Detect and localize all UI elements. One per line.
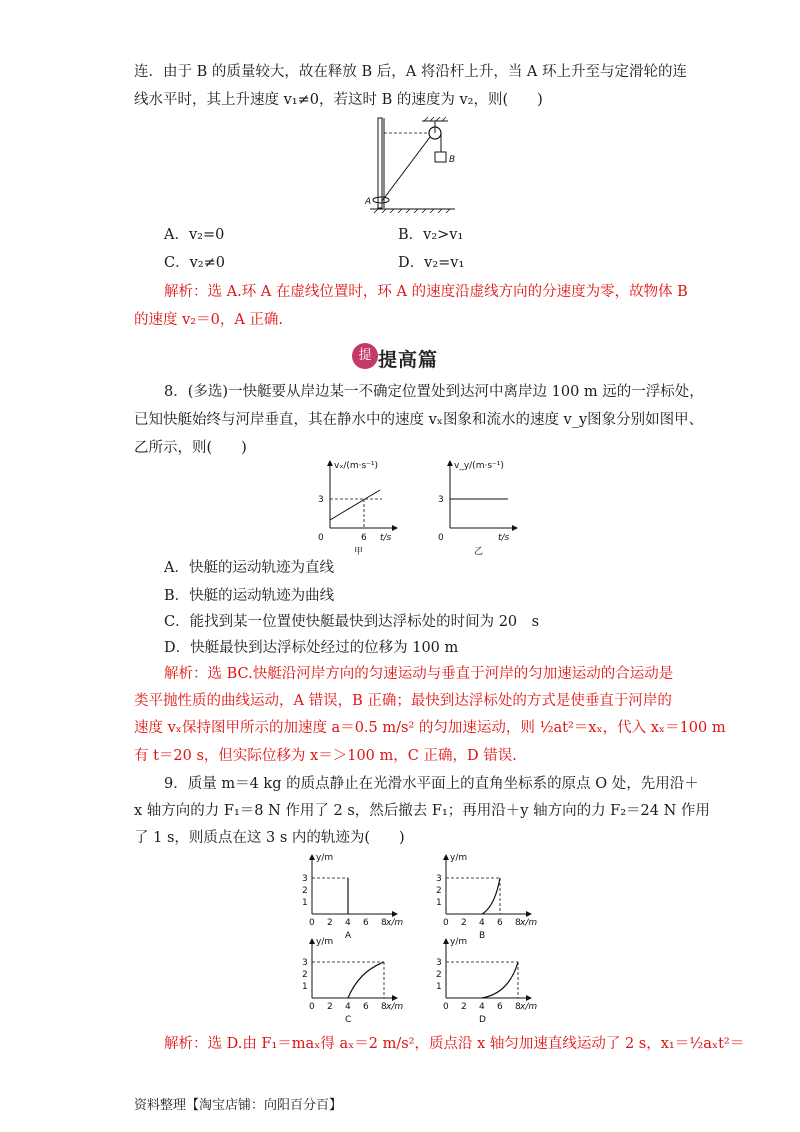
q8-graph-yi bbox=[432, 458, 542, 557]
y-tick-label: 1 bbox=[436, 898, 442, 908]
q7-label-a: A bbox=[365, 197, 372, 207]
q8-yi-ylabel: v_y/(m·s⁻¹) bbox=[454, 461, 504, 471]
q8-yi-tick-y: 3 bbox=[438, 495, 444, 505]
q8-stem-line3: 乙所示，则( ) bbox=[134, 440, 247, 456]
q8-analysis-line2: 类平抛性质的曲线运动，A 错误，B 正确；最快到达浮标处的方式是使垂直于河岸的 bbox=[134, 693, 672, 709]
x-tick-label: 6 bbox=[497, 1002, 503, 1012]
y-axis-arrow bbox=[309, 854, 315, 860]
x-tick-label: 8 bbox=[381, 1002, 387, 1012]
x-tick-label: 4 bbox=[345, 918, 351, 928]
graph-caption: D bbox=[479, 1015, 486, 1025]
q7-analysis-line1: 解析：选 A.环 A 在虚线位置时，环 A 的速度沿虚线方向的分速度为零，故物体 B bbox=[164, 284, 688, 300]
q9-graph-c bbox=[292, 936, 412, 1025]
q8-jia-caption: 甲 bbox=[354, 547, 364, 557]
y-tick-label: 2 bbox=[436, 886, 442, 896]
y-tick-label: 3 bbox=[302, 874, 308, 884]
q9-graph-d bbox=[426, 936, 546, 1025]
y-tick-label: 1 bbox=[302, 898, 308, 908]
q7-option-a: A．v₂=0 bbox=[164, 227, 225, 243]
y-axis-arrow bbox=[443, 938, 449, 944]
footer-source: 资料整理【淘宝店铺：向阳百分百】 bbox=[134, 1098, 343, 1113]
q9-analysis-line1: 解析：选 D.由 F₁＝maₓ得 aₓ＝2 m/s²，质点沿 x 轴匀加速直线运动了 2 s，x₁＝½aₓt²＝ bbox=[164, 1036, 745, 1052]
q7-option-b: B．v₂>v₁ bbox=[398, 227, 464, 243]
y-tick-label: 3 bbox=[302, 958, 308, 968]
banner-badge-icon: 提 bbox=[352, 343, 378, 369]
q7-label-b: B bbox=[449, 155, 456, 165]
q8-yi-caption: 乙 bbox=[474, 547, 484, 557]
trajectory-curve bbox=[482, 878, 500, 914]
q7-pulley-figure bbox=[360, 116, 460, 216]
graph-caption: B bbox=[479, 931, 486, 941]
x-tick-label: 2 bbox=[461, 1002, 467, 1012]
q7-analysis-line2: 的速度 v₂＝0，A 正确. bbox=[134, 312, 284, 328]
q9-stem-line2: x 轴方向的力 F₁＝8 N 作用了 2 s，然后撤去 F₁；再用沿＋y 轴方向的力 F₂＝24 N 作用 bbox=[134, 803, 710, 819]
q8-stem-line1: 8．(多选)一快艇要从岸边某一不确定位置处到达河中离岸边 100 m 远的一浮标处， bbox=[164, 384, 704, 400]
q8-jia-origin: 0 bbox=[318, 533, 324, 543]
x-axis-label: x/m bbox=[386, 1002, 404, 1012]
x-tick-label: 2 bbox=[327, 918, 333, 928]
q8-stem-line2: 已知快艇始终与河岸垂直，其在静水中的速度 vₓ图象和流水的速度 v_y图象分别如图甲、 bbox=[134, 412, 704, 428]
y-tick-label: 3 bbox=[436, 874, 442, 884]
x-tick-label: 4 bbox=[345, 1002, 351, 1012]
y-axis-arrow bbox=[309, 938, 315, 944]
x-tick-label: 2 bbox=[327, 1002, 333, 1012]
q8-yi-xlabel: t/s bbox=[498, 533, 510, 543]
trajectory-curve bbox=[348, 962, 384, 998]
x-axis-arrow bbox=[526, 911, 532, 917]
q8-jia-ylabel: vₓ/(m·s⁻¹) bbox=[334, 461, 379, 471]
q7-option-c: C．v₂≠0 bbox=[164, 255, 225, 271]
x-tick-label: 0 bbox=[309, 918, 315, 928]
y-tick-label: 1 bbox=[302, 982, 308, 992]
y-axis-label: y/m bbox=[450, 937, 468, 947]
x-tick-label: 0 bbox=[309, 1002, 315, 1012]
q8-analysis-line4: 有 t＝20 s，但实际位移为 x＝＞100 m，C 正确，D 错误. bbox=[134, 748, 517, 764]
x-tick-label: 0 bbox=[443, 918, 449, 928]
x-axis-label: x/m bbox=[520, 1002, 538, 1012]
y-axis-label: y/m bbox=[316, 853, 334, 863]
q7-stem-line1: 连．由于 B 的质量较大，故在释放 B 后，A 将沿杆上升，当 A 环上升至与定滑轮的连 bbox=[134, 64, 688, 80]
x-tick-label: 8 bbox=[515, 1002, 521, 1012]
y-tick-label: 3 bbox=[436, 958, 442, 968]
advanced-section-banner bbox=[352, 342, 448, 370]
x-tick-label: 2 bbox=[461, 918, 467, 928]
y-axis-label: y/m bbox=[316, 937, 334, 947]
y-axis-arrow bbox=[443, 854, 449, 860]
q9-stem-line1: 9．质量 m＝4 kg 的质点静止在光滑水平面上的直角坐标系的原点 O 处，先用沿＋ bbox=[164, 776, 699, 792]
q9-stem-line3: 了 1 s，则质点在这 3 s 内的轨迹为( ) bbox=[134, 830, 405, 846]
q8-jia-xlabel: t/s bbox=[380, 533, 392, 543]
y-axis-label: y/m bbox=[450, 853, 468, 863]
graph-caption: C bbox=[345, 1015, 352, 1025]
graph-caption: A bbox=[345, 931, 352, 941]
q8-analysis-line3: 速度 vₓ保持图甲所示的加速度 a＝0.5 m/s² 的匀加速运动，则 ½at²＝xₓ，代入 xₓ＝100 m bbox=[134, 720, 726, 736]
q8-graph-jia bbox=[312, 458, 422, 557]
q8-option-b: B．快艇的运动轨迹为曲线 bbox=[164, 588, 335, 604]
x-axis-arrow bbox=[392, 911, 398, 917]
q8-option-d: D．快艇最快到达浮标处经过的位移为 100 m bbox=[164, 640, 459, 656]
x-tick-label: 6 bbox=[497, 918, 503, 928]
trajectory-curve bbox=[482, 962, 518, 998]
q9-graph-a bbox=[292, 852, 412, 941]
q7-stem-line2: 线水平时，其上升速度 v₁≠0，若这时 B 的速度为 v₂，则( ) bbox=[134, 92, 543, 108]
y-tick-label: 2 bbox=[302, 886, 308, 896]
q8-option-c: C．能找到某一位置使快艇最快到达浮标处的时间为 20 s bbox=[164, 614, 540, 630]
x-tick-label: 6 bbox=[363, 1002, 369, 1012]
q8-jia-tick-x: 6 bbox=[361, 533, 367, 543]
x-tick-label: 8 bbox=[515, 918, 521, 928]
x-axis-label: x/m bbox=[386, 918, 404, 928]
q8-analysis-line1: 解析：选 BC.快艇沿河岸方向的匀速运动与垂直于河岸的匀加速运动的合运动是 bbox=[164, 666, 674, 682]
x-tick-label: 4 bbox=[479, 918, 485, 928]
q9-graph-b bbox=[426, 852, 546, 941]
x-axis-arrow bbox=[392, 995, 398, 1001]
x-tick-label: 4 bbox=[479, 1002, 485, 1012]
x-tick-label: 6 bbox=[363, 918, 369, 928]
x-tick-label: 0 bbox=[443, 1002, 449, 1012]
banner-title: 提高篇 bbox=[378, 349, 439, 371]
q8-jia-tick-y: 3 bbox=[318, 495, 324, 505]
q8-option-a: A．快艇的运动轨迹为直线 bbox=[164, 560, 334, 576]
x-tick-label: 8 bbox=[381, 918, 387, 928]
y-tick-label: 2 bbox=[302, 970, 308, 980]
y-tick-label: 1 bbox=[436, 982, 442, 992]
q7-option-d: D．v₂=v₁ bbox=[398, 255, 465, 271]
x-axis-label: x/m bbox=[520, 918, 538, 928]
x-axis-arrow bbox=[526, 995, 532, 1001]
q8-yi-origin: 0 bbox=[438, 533, 444, 543]
y-tick-label: 2 bbox=[436, 970, 442, 980]
